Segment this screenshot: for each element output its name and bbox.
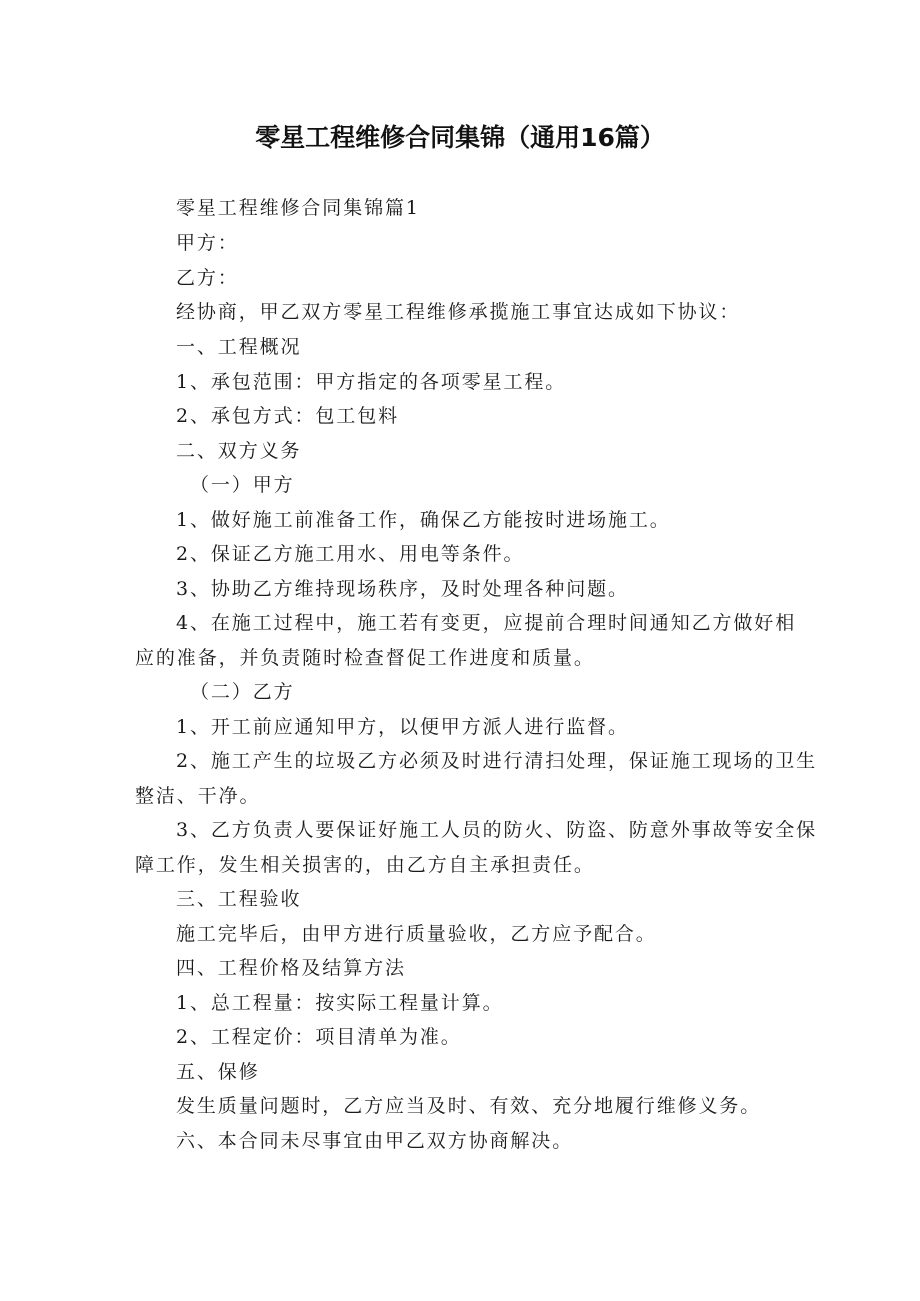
paragraph-line: 3、协助乙方维持现场秩序，及时处理各种问题。 bbox=[176, 578, 629, 600]
paragraph-line: 整洁、干净。 bbox=[135, 785, 261, 807]
party-a-label: 甲方： bbox=[176, 232, 239, 254]
sub-heading: （二）乙方 bbox=[190, 681, 295, 703]
paragraph-line: 2、工程定价：项目清单为准。 bbox=[176, 1026, 462, 1048]
clause-heading: 五、保修 bbox=[176, 1061, 260, 1083]
section-heading: 零星工程维修合同集锦篇1 bbox=[176, 197, 420, 219]
party-b-label: 乙方： bbox=[176, 267, 239, 289]
document-title: 零星工程维修合同集锦（通用16篇） bbox=[255, 123, 665, 152]
paragraph-line: 2、施工产生的垃圾乙方必须及时进行清扫处理，保证施工现场的卫生 bbox=[176, 750, 817, 772]
paragraph-line: 经协商，甲乙双方零星工程维修承揽施工事宜达成如下协议： bbox=[176, 301, 741, 323]
paragraph-line: 1、总工程量：按实际工程量计算。 bbox=[176, 992, 504, 1014]
clause-heading: 三、工程验收 bbox=[176, 888, 302, 910]
paragraph-line: 1、做好施工前准备工作，确保乙方能按时进场施工。 bbox=[176, 509, 671, 531]
paragraph-line: 3、乙方负责人要保证好施工人员的防火、防盗、防意外事故等安全保 bbox=[176, 819, 817, 841]
paragraph-line: 应的准备，并负责随时检查督促工作进度和质量。 bbox=[135, 647, 595, 669]
paragraph-line: 1、开工前应通知甲方，以便甲方派人进行监督。 bbox=[176, 716, 629, 738]
paragraph-line: 发生质量问题时，乙方应当及时、有效、充分地履行维修义务。 bbox=[176, 1095, 762, 1117]
sub-heading: （一）甲方 bbox=[190, 474, 295, 496]
paragraph-line: 4、在施工过程中，施工若有变更，应提前合理时间通知乙方做好相 bbox=[176, 612, 797, 634]
paragraph-line: 障工作，发生相关损害的，由乙方自主承担责任。 bbox=[135, 854, 595, 876]
clause-heading: 一、工程概况 bbox=[176, 336, 302, 358]
paragraph-line: 六、本合同未尽事宜由甲乙双方协商解决。 bbox=[176, 1130, 574, 1152]
clause-heading: 二、双方义务 bbox=[176, 440, 302, 462]
paragraph-line: 1、承包范围：甲方指定的各项零星工程。 bbox=[176, 371, 567, 393]
paragraph-line: 施工完毕后，由甲方进行质量验收，乙方应予配合。 bbox=[176, 923, 657, 945]
clause-heading: 四、工程价格及结算方法 bbox=[176, 957, 406, 979]
paragraph-line: 2、保证乙方施工用水、用电等条件。 bbox=[176, 543, 525, 565]
paragraph-line: 2、承包方式：包工包料 bbox=[176, 405, 399, 427]
